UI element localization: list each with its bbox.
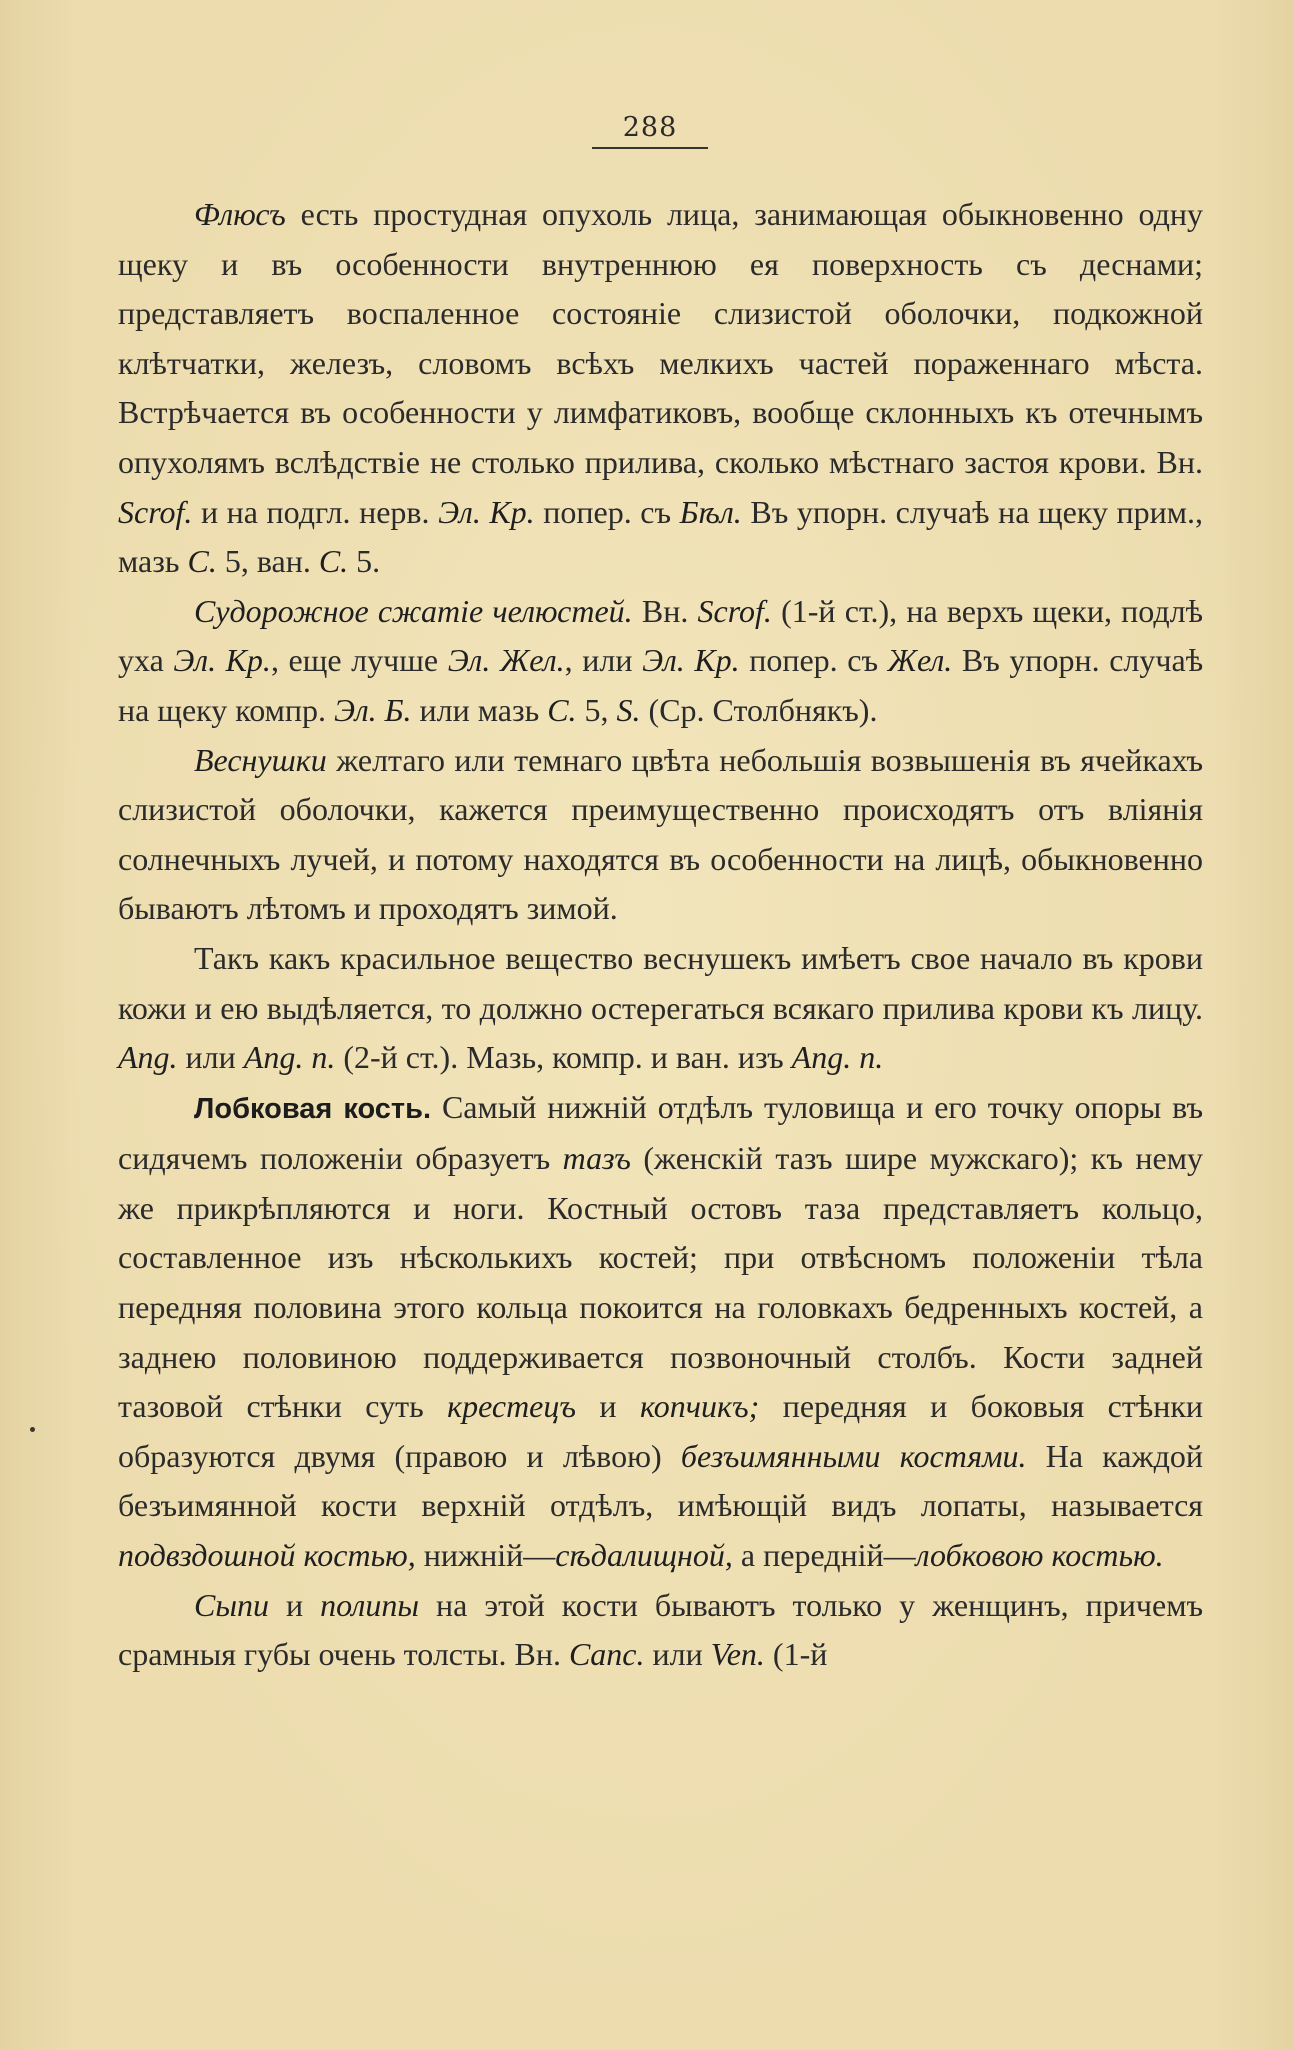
- text-run: нижній—: [415, 1537, 556, 1574]
- italic-text: S.: [616, 691, 641, 728]
- italic-text: подвздошной костью,: [118, 1537, 416, 1574]
- italic-text: Scrof.: [118, 493, 193, 530]
- page-number: 288: [622, 112, 678, 143]
- paragraph: [118, 1083, 1203, 1581]
- italic-text: Флюсъ: [194, 196, 286, 232]
- text-run: Самый нижній отдѣлъ туловища и его точку опоры въ сидячемъ положеніи образуетъ: [118, 1088, 1203, 1177]
- paragraph: [118, 587, 1203, 736]
- paragraph: [118, 190, 1203, 587]
- margin-ink-dot: [30, 1427, 35, 1432]
- italic-text: лобковою костью.: [915, 1537, 1164, 1574]
- italic-text: Ven.: [710, 1636, 765, 1673]
- text-run: (2-й ст.). Мазь, компр. и ван. изъ: [335, 1039, 792, 1076]
- text-run: и: [575, 1388, 641, 1425]
- text-run: (1-й ст.), на верхъ щеки, подлѣ уха: [118, 592, 1203, 679]
- italic-text: Ang. n.: [243, 1039, 336, 1076]
- italic-text: Эл. Кр.: [438, 493, 535, 530]
- text-run: Вн.: [632, 592, 698, 629]
- italic-text: Ang.: [118, 1039, 178, 1076]
- italic-text: Сыпи: [194, 1586, 270, 1623]
- text-run: а передній—: [732, 1537, 916, 1574]
- text-run: 5.: [348, 543, 381, 580]
- italic-text: Ang. n.: [791, 1039, 884, 1076]
- text-run: , или: [564, 642, 643, 679]
- text-run: попер. съ: [534, 493, 680, 530]
- text-run: (женскій тазъ шире мужскаго); къ нему же прикрѣпляются и ноги. Костный остовъ таза представляетъ кольцо, составленное изъ нѣсколькихъ костей; при отвѣсномъ положеніи тѣла передняя половина этого кольца покоится на головкахъ бедренныхъ костей, а заднею половиною поддерживается позвоночный столбъ. Кости задней тазовой стѣнки суть: [118, 1140, 1203, 1425]
- italic-text: С.: [318, 543, 349, 580]
- text-run: Такъ какъ красильное вещество веснушекъ имѣетъ свое начало въ крови кожи и ею выдѣляется, то должно остерегаться всякаго прилива крови къ лицу.: [118, 939, 1203, 1026]
- header-rule: [592, 147, 708, 149]
- italic-text: Scrof.: [697, 592, 772, 629]
- italic-text: безъимянными костями.: [680, 1437, 1027, 1474]
- text-run: На каждой безъимянной кости верхній отдѣлъ, имѣющій видъ лопаты, называется: [118, 1437, 1204, 1524]
- italic-text: Canc.: [568, 1636, 645, 1673]
- text-run: попер. съ: [739, 642, 888, 679]
- body-text: [118, 190, 1203, 1680]
- text-run: , еще лучше: [270, 642, 448, 679]
- italic-text: тазъ: [562, 1140, 631, 1177]
- italic-text: сѣдалищной,: [555, 1537, 733, 1574]
- italic-text: Эл. Жел.: [447, 642, 565, 679]
- text-run: или мазь: [411, 691, 548, 728]
- text-run: на этой кости бываютъ только у женщинъ, причемъ срамныя губы очень толсты. Вн.: [118, 1586, 1204, 1673]
- text-run: Въ упорн. случаѣ на щеку прим., мазь: [118, 493, 1204, 580]
- text-run: и: [269, 1586, 321, 1623]
- italic-text: полипы: [320, 1586, 419, 1623]
- italic-text: крестецъ: [447, 1388, 576, 1425]
- entry-heading: Лобковая кость.: [194, 1092, 431, 1125]
- paragraph: [118, 934, 1203, 1083]
- italic-text: Эл. Б.: [333, 691, 412, 728]
- italic-text: С.: [187, 543, 217, 580]
- italic-text: копчикъ;: [640, 1388, 760, 1425]
- italic-text: Бѣл.: [679, 493, 742, 530]
- text-run: (Ср. Столбнякъ).: [640, 691, 878, 728]
- italic-text: Веснушки: [194, 741, 327, 778]
- italic-text: Судорожное сжатіе челюстей.: [194, 592, 633, 629]
- text-run: и на подгл. нерв.: [192, 493, 439, 530]
- italic-text: Жел.: [887, 642, 953, 679]
- text-run: передняя и боковыя стѣнки образуются двумя (правою и лѣвою): [118, 1388, 1204, 1474]
- page-header: [590, 112, 710, 149]
- italic-text: Эл. Кр.: [173, 642, 271, 679]
- italic-text: С.: [547, 691, 577, 728]
- text-run: или: [177, 1039, 244, 1076]
- paragraph: [118, 1581, 1203, 1680]
- text-run: 5, ван.: [216, 543, 319, 580]
- text-run: 5,: [576, 691, 617, 728]
- text-run: или: [644, 1636, 711, 1673]
- paragraph: [118, 736, 1203, 934]
- text-run: Въ упорн. случаѣ на щеку компр.: [118, 642, 1204, 728]
- italic-text: Эл. Кр.: [642, 642, 740, 679]
- text-run: желтаго или темнаго цвѣта небольшія возвышенія въ ячейкахъ слизистой оболочки, кажется преимущественно происходятъ отъ вліянія солнечныхъ лучей, и потому находятся въ особенности на лицѣ, обыкновенно бываютъ лѣтомъ и проходятъ зимой.: [118, 741, 1203, 927]
- text-run: есть простудная опухоль лица, занимающая обыкновенно одну щеку и въ особенности внутреннюю ея поверхность съ деснами; представляетъ воспаленное состояніе слизистой оболочки, подкожной клѣтчатки, железъ, словомъ всѣхъ мелкихъ частей пораженнаго мѣста. Встрѣчается въ особенности у лимфатиковъ, вообще склонныхъ къ отечнымъ опухолямъ вслѣдствіе не столько прилива, сколько мѣстнаго застоя крови. Вн.: [118, 196, 1203, 480]
- text-run: (1-й: [764, 1636, 828, 1673]
